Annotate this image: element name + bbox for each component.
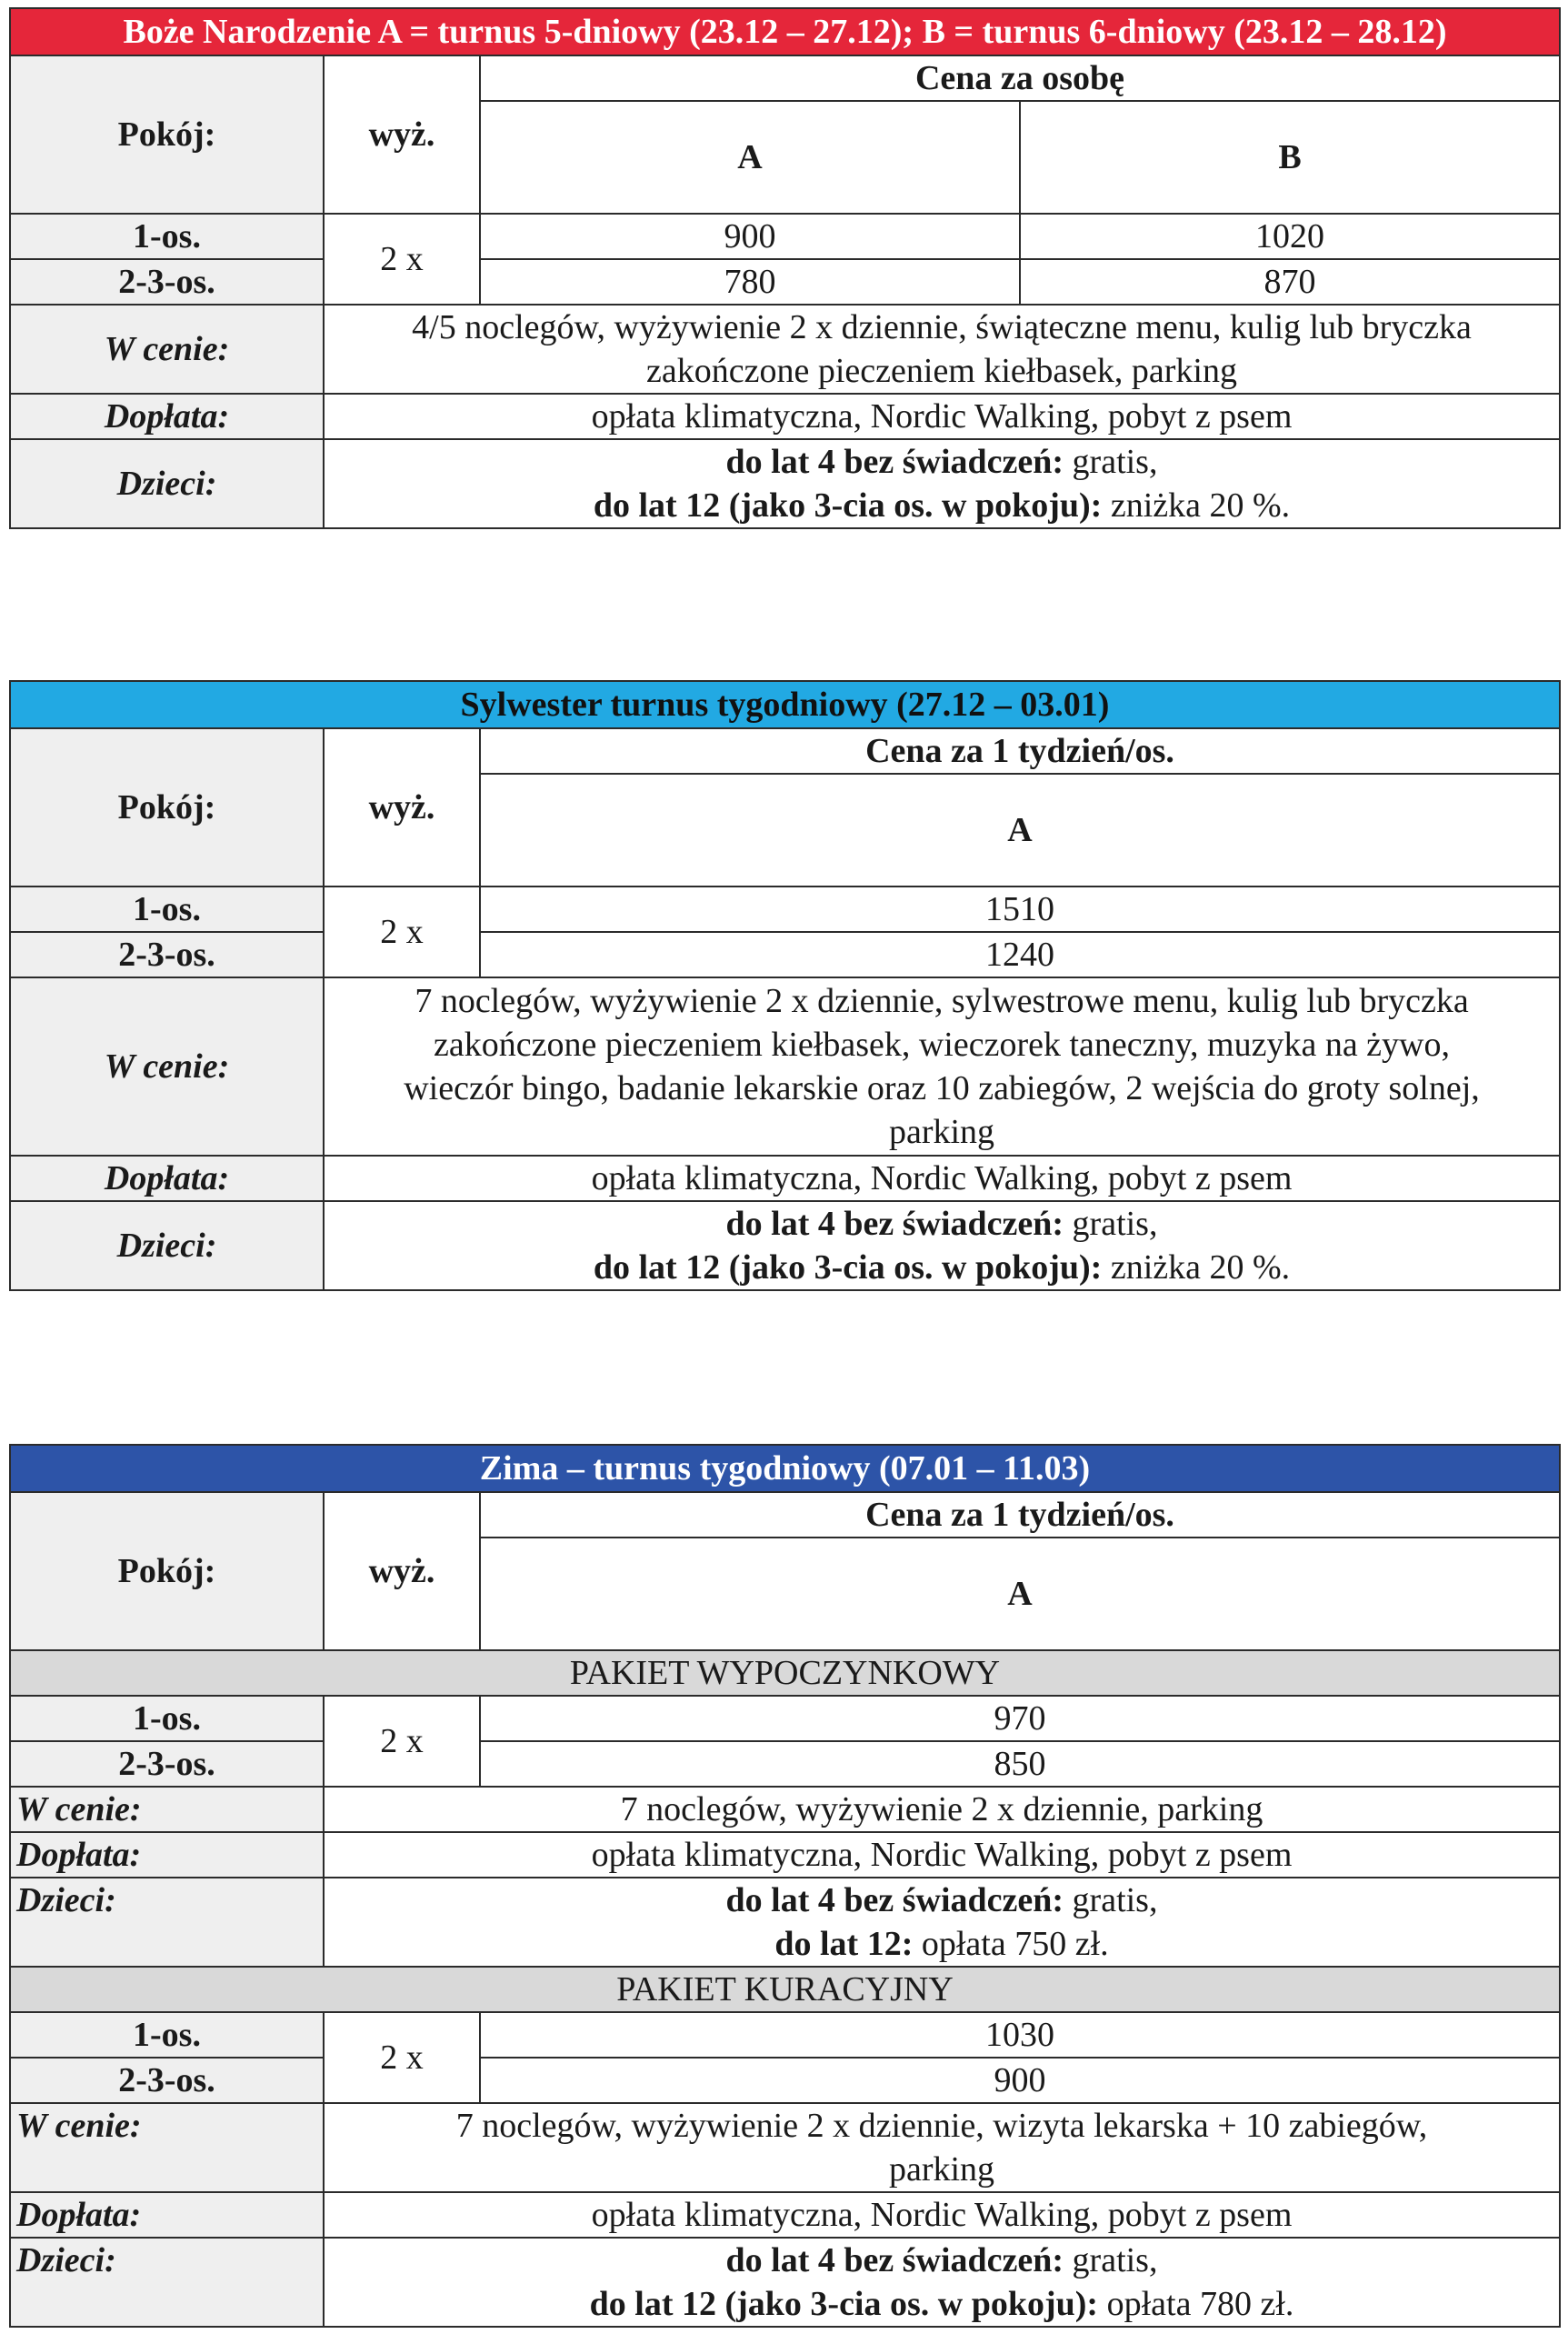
- included-line: parking: [888, 2150, 995, 2189]
- included-text: [324, 977, 1560, 1156]
- column-a-header: A: [480, 1538, 1560, 1650]
- children-line-rest: gratis,: [1064, 1205, 1158, 1243]
- meals-value: 2 x: [324, 214, 480, 305]
- children-line-bold: do lat 12 (jako 3-cia os. w pokoju):: [593, 1248, 1103, 1287]
- children-label: Dzieci:: [10, 1878, 324, 1967]
- children-line-rest: gratis,: [1064, 2241, 1158, 2279]
- children-text: [324, 439, 1560, 528]
- meals-value: 2 x: [324, 2012, 480, 2103]
- package-title: PAKIET KURACYJNY: [10, 1967, 1560, 2012]
- price-cell: 780: [480, 259, 1020, 305]
- children-label: Dzieci:: [10, 1201, 324, 1290]
- price-cell: 1030: [480, 2012, 1560, 2058]
- price-cell: 1240: [480, 932, 1560, 977]
- included-line: 4/5 noclegów, wyżywienie 2 x dziennie, świąteczne menu, kulig lub bryczka: [412, 308, 1472, 346]
- christmas-price-table: [9, 7, 1561, 529]
- price-cell: 970: [480, 1696, 1560, 1741]
- price-cell: 870: [1020, 259, 1560, 305]
- surcharge-text: opłata klimatyczna, Nordic Walking, pobyt z psem: [324, 1832, 1560, 1878]
- new-year-title: Sylwester turnus tygodniowy (27.12 – 03.01): [10, 681, 1560, 728]
- room-type: 1-os.: [10, 887, 324, 932]
- children-line-bold: do lat 4 bez świadczeń:: [725, 2241, 1064, 2279]
- children-label: Dzieci:: [10, 439, 324, 528]
- included-line: zakończone pieczeniem kiełbasek, wieczorek taneczny, muzyka na żywo,: [434, 1026, 1450, 1064]
- room-type: 1-os.: [10, 214, 324, 259]
- new-year-price-table: [9, 680, 1561, 1291]
- included-label: W cenie:: [10, 2103, 324, 2192]
- room-type: 1-os.: [10, 2012, 324, 2058]
- winter-title: Zima – turnus tygodniowy (07.01 – 11.03): [10, 1445, 1560, 1492]
- included-text: 7 noclegów, wyżywienie 2 x dziennie, parking: [324, 1787, 1560, 1832]
- column-a-header: A: [480, 101, 1020, 214]
- column-b-header: B: [1020, 101, 1560, 214]
- children-line-rest: opłata 750 zł.: [913, 1925, 1109, 1963]
- meals-header: wyż.: [324, 55, 480, 214]
- included-label: W cenie:: [10, 1787, 324, 1832]
- surcharge-label: Dopłata:: [10, 394, 324, 439]
- surcharge-label: Dopłata:: [10, 2192, 324, 2238]
- meals-header: wyż.: [324, 1492, 480, 1650]
- children-line-bold: do lat 4 bez świadczeń:: [725, 443, 1064, 481]
- children-line-rest: opłata 780 zł.: [1098, 2285, 1294, 2323]
- included-line: zakończone pieczeniem kiełbasek, parking: [646, 352, 1237, 390]
- surcharge-text: opłata klimatyczna, Nordic Walking, pobyt z psem: [324, 1156, 1560, 1201]
- room-type: 1-os.: [10, 1696, 324, 1741]
- children-line-rest: gratis,: [1064, 1881, 1158, 1919]
- column-a-header: A: [480, 774, 1560, 887]
- price-cell: 1510: [480, 887, 1560, 932]
- included-line: parking: [888, 1113, 995, 1151]
- children-line-bold: do lat 4 bez świadczeń:: [725, 1205, 1064, 1243]
- children-text: [324, 1201, 1560, 1290]
- winter-price-table: [9, 1444, 1561, 2328]
- included-line: 7 noclegów, wyżywienie 2 x dziennie, sylwestrowe menu, kulig lub bryczka: [414, 982, 1469, 1020]
- price-cell: 900: [480, 2058, 1560, 2103]
- christmas-title: Boże Narodzenie A = turnus 5-dniowy (23.12 – 27.12); B = turnus 6-dniowy (23.12 – 28.12): [10, 8, 1560, 55]
- children-line-rest: gratis,: [1064, 443, 1158, 481]
- children-line-bold: do lat 4 bez świadczeń:: [725, 1881, 1064, 1919]
- included-text: [324, 2103, 1560, 2192]
- included-label: W cenie:: [10, 305, 324, 394]
- included-line: wieczór bingo, badanie lekarskie oraz 10 zabiegów, 2 wejścia do groty solnej,: [404, 1069, 1480, 1107]
- price-header: Cena za 1 tydzień/os.: [480, 1492, 1560, 1538]
- price-cell: 1020: [1020, 214, 1560, 259]
- surcharge-text: opłata klimatyczna, Nordic Walking, pobyt z psem: [324, 2192, 1560, 2238]
- price-header: Cena za osobę: [480, 55, 1560, 101]
- surcharge-label: Dopłata:: [10, 1156, 324, 1201]
- included-text: [324, 305, 1560, 394]
- room-type: 2-3-os.: [10, 1741, 324, 1787]
- children-label: Dzieci:: [10, 2238, 324, 2327]
- children-line-bold: do lat 12 (jako 3-cia os. w pokoju):: [589, 2285, 1099, 2323]
- room-header: Pokój:: [10, 1492, 324, 1650]
- included-line: 7 noclegów, wyżywienie 2 x dziennie, wizyta lekarska + 10 zabiegów,: [455, 2107, 1428, 2145]
- room-type: 2-3-os.: [10, 259, 324, 305]
- price-header: Cena za 1 tydzień/os.: [480, 728, 1560, 774]
- children-text: [324, 1878, 1560, 1967]
- surcharge-text: opłata klimatyczna, Nordic Walking, pobyt z psem: [324, 394, 1560, 439]
- meals-value: 2 x: [324, 1696, 480, 1787]
- package-title: PAKIET WYPOCZYNKOWY: [10, 1650, 1560, 1696]
- children-line-rest: zniżka 20 %.: [1102, 486, 1291, 525]
- price-cell: 900: [480, 214, 1020, 259]
- children-line-bold: do lat 12:: [774, 1925, 914, 1963]
- room-type: 2-3-os.: [10, 2058, 324, 2103]
- included-label: W cenie:: [10, 977, 324, 1156]
- children-line-rest: zniżka 20 %.: [1102, 1248, 1291, 1287]
- price-cell: 850: [480, 1741, 1560, 1787]
- children-line-bold: do lat 12 (jako 3-cia os. w pokoju):: [593, 486, 1103, 525]
- room-type: 2-3-os.: [10, 932, 324, 977]
- meals-value: 2 x: [324, 887, 480, 977]
- meals-header: wyż.: [324, 728, 480, 887]
- room-header: Pokój:: [10, 55, 324, 214]
- children-text: [324, 2238, 1560, 2327]
- room-header: Pokój:: [10, 728, 324, 887]
- surcharge-label: Dopłata:: [10, 1832, 324, 1878]
